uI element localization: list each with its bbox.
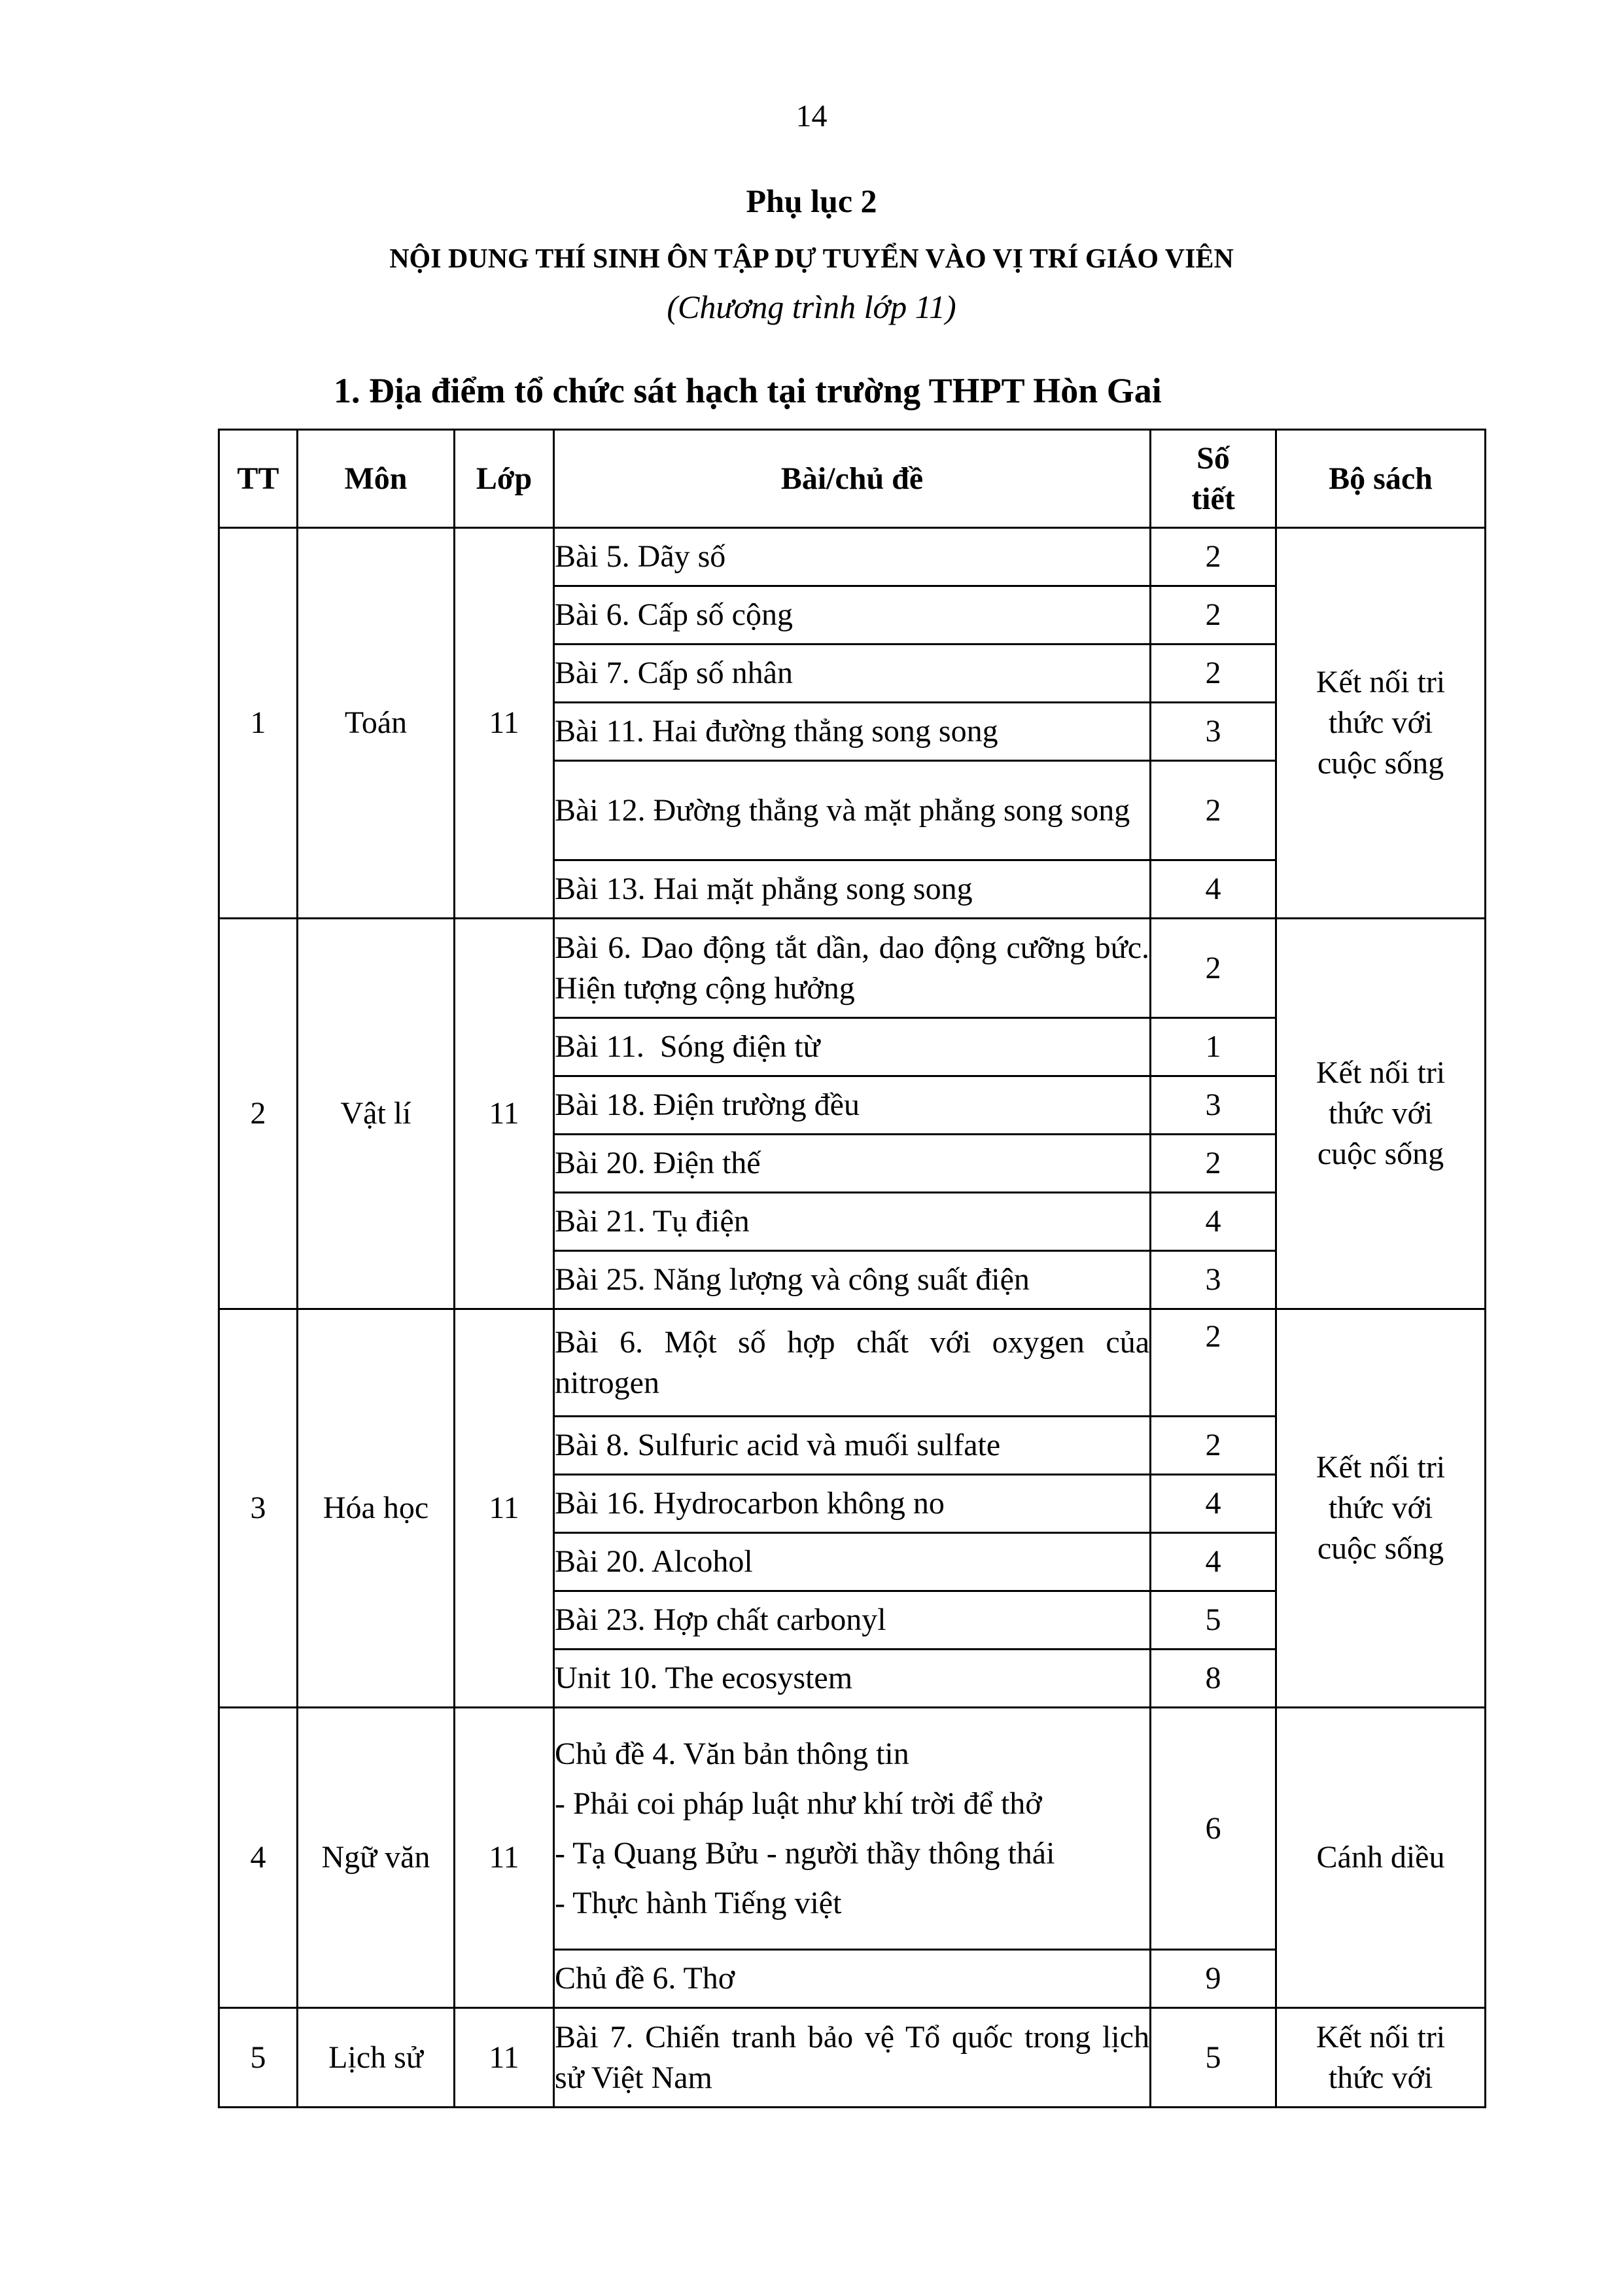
cell-lesson: Bài 23. Hợp chất carbonyl (554, 1591, 1151, 1650)
cell-subject: Ngữ văn (298, 1708, 455, 2008)
cell-periods: 5 (1151, 1591, 1276, 1650)
cell-periods: 3 (1151, 703, 1276, 761)
cell-lesson: Bài 7. Cấp số nhân (554, 645, 1151, 703)
lesson-line: - Tạ Quang Bửu - người thầy thông thái (555, 1835, 1055, 1871)
textbook-line: thức với (1328, 705, 1433, 740)
cell-lesson: Bài 18. Điện trường đều (554, 1076, 1151, 1135)
cell-textbook (1276, 919, 1486, 1309)
cell-periods: 9 (1151, 1950, 1276, 2008)
textbook-line: Kết nối tri (1316, 2019, 1446, 2055)
curriculum-table (218, 429, 1486, 2108)
table-header-row (219, 430, 1486, 528)
cell-textbook (1276, 1309, 1486, 1708)
cell-lesson: Bài 20. Alcohol (554, 1533, 1151, 1591)
cell-subject: Lịch sử (298, 2008, 455, 2108)
cell-periods: 3 (1151, 1076, 1276, 1135)
cell-periods: 2 (1151, 919, 1276, 1018)
textbook-line: cuộc sống (1317, 1531, 1444, 1566)
cell-periods: 2 (1151, 1135, 1276, 1193)
textbook-line: thức với (1328, 1491, 1433, 1525)
table-row (219, 1309, 1486, 1417)
textbook-line: thức với (1328, 2060, 1433, 2095)
cell-lesson: Bài 6. Một số hợp chất với oxygen của nitrogen (554, 1309, 1151, 1417)
header-so-tiet (1151, 430, 1276, 528)
cell-lesson: Bài 16. Hydrocarbon không no (554, 1475, 1151, 1533)
header-mon: Môn (298, 430, 455, 528)
cell-periods: 2 (1151, 645, 1276, 703)
cell-lesson: Unit 10. The ecosystem (554, 1650, 1151, 1708)
table-row (219, 919, 1486, 1018)
textbook-line: Kết nối tri (1316, 665, 1446, 699)
cell-periods: 4 (1151, 1475, 1276, 1533)
cell-periods: 8 (1151, 1650, 1276, 1708)
page-number: 14 (795, 99, 828, 133)
textbook-line: Kết nối tri (1316, 1450, 1446, 1485)
cell-lesson: Bài 11. Hai đường thẳng song song (554, 703, 1151, 761)
textbook-line: cuộc sống (1317, 746, 1444, 781)
cell-lesson-multiline (554, 1708, 1151, 1950)
header-tt: TT (219, 430, 298, 528)
cell-tt: 1 (219, 528, 298, 919)
cell-tt: 5 (219, 2008, 298, 2108)
lesson-line: Chủ đề 4. Văn bản thông tin (555, 1736, 909, 1771)
cell-grade: 11 (455, 2008, 554, 2108)
cell-lesson: Chủ đề 6. Thơ (554, 1950, 1151, 2008)
cell-tt: 3 (219, 1309, 298, 1708)
table-row (219, 2008, 1486, 2108)
cell-lesson: Bài 6. Cấp số cộng (554, 586, 1151, 645)
header-bo-sach: Bộ sách (1276, 430, 1486, 528)
cell-grade: 11 (455, 1309, 554, 1708)
textbook-line: Cánh diều (1316, 1840, 1445, 1875)
header-so-tiet-line-1: Số (1196, 440, 1230, 476)
textbook-line: Kết nối tri (1316, 1055, 1446, 1090)
lesson-line: - Thực hành Tiếng việt (555, 1885, 842, 1920)
cell-periods: 2 (1151, 586, 1276, 645)
cell-grade: 11 (455, 919, 554, 1309)
cell-periods: 6 (1151, 1708, 1276, 1950)
textbook-line: thức với (1328, 1096, 1433, 1131)
cell-lesson: Bài 25. Năng lượng và công suất điện (554, 1251, 1151, 1309)
textbook-line: cuộc sống (1317, 1137, 1444, 1171)
cell-lesson: Bài 12. Đường thẳng và mặt phẳng song song (554, 761, 1151, 860)
cell-textbook (1276, 528, 1486, 919)
cell-lesson: Bài 7. Chiến tranh bảo vệ Tổ quốc trong lịch sử Việt Nam (554, 2008, 1151, 2108)
cell-grade: 11 (455, 1708, 554, 2008)
cell-textbook (1276, 1708, 1486, 2008)
cell-lesson: Bài 11. Sóng điện từ (554, 1018, 1151, 1076)
cell-periods: 5 (1151, 2008, 1276, 2108)
cell-periods: 3 (1151, 1251, 1276, 1309)
cell-tt: 4 (219, 1708, 298, 2008)
cell-lesson: Bài 21. Tụ điện (554, 1193, 1151, 1251)
cell-lesson: Bài 13. Hai mặt phẳng song song (554, 860, 1151, 919)
cell-lesson: Bài 6. Dao động tắt dần, dao động cưỡng bức. Hiện tượng cộng hưởng (554, 919, 1151, 1018)
table-row (219, 1708, 1486, 1950)
header-so-tiet-line-2: tiết (1191, 481, 1235, 516)
cell-grade: 11 (455, 528, 554, 919)
appendix-title: Phụ lục 2 (746, 183, 877, 219)
cell-periods: 1 (1151, 1018, 1276, 1076)
lesson-line: - Phải coi pháp luật như khí trời để thở (555, 1786, 1042, 1821)
cell-lesson: Bài 8. Sulfuric acid và muối sulfate (554, 1417, 1151, 1475)
cell-lesson: Bài 5. Dãy số (554, 528, 1151, 586)
cell-lesson: Bài 20. Điện thế (554, 1135, 1151, 1193)
cell-periods: 2 (1151, 528, 1276, 586)
cell-subject: Vật lí (298, 919, 455, 1309)
cell-subject: Hóa học (298, 1309, 455, 1708)
section-title: 1. Địa điểm tổ chức sát hạch tại trường THPT Hòn Gai (334, 371, 1162, 410)
table-row (219, 528, 1486, 586)
cell-subject: Toán (298, 528, 455, 919)
document-subheading: (Chương trình lớp 11) (667, 289, 956, 325)
cell-textbook (1276, 2008, 1486, 2108)
header-lop: Lớp (455, 430, 554, 528)
cell-periods: 2 (1151, 1309, 1276, 1417)
header-bai: Bài/chủ đề (554, 430, 1151, 528)
cell-periods: 2 (1151, 761, 1276, 860)
cell-periods: 2 (1151, 1417, 1276, 1475)
document-heading: NỘI DUNG THÍ SINH ÔN TẬP DỰ TUYỂN VÀO VỊ TRÍ GIÁO VIÊN (389, 244, 1234, 274)
cell-periods: 4 (1151, 1533, 1276, 1591)
cell-tt: 2 (219, 919, 298, 1309)
cell-periods: 4 (1151, 1193, 1276, 1251)
cell-periods: 4 (1151, 860, 1276, 919)
